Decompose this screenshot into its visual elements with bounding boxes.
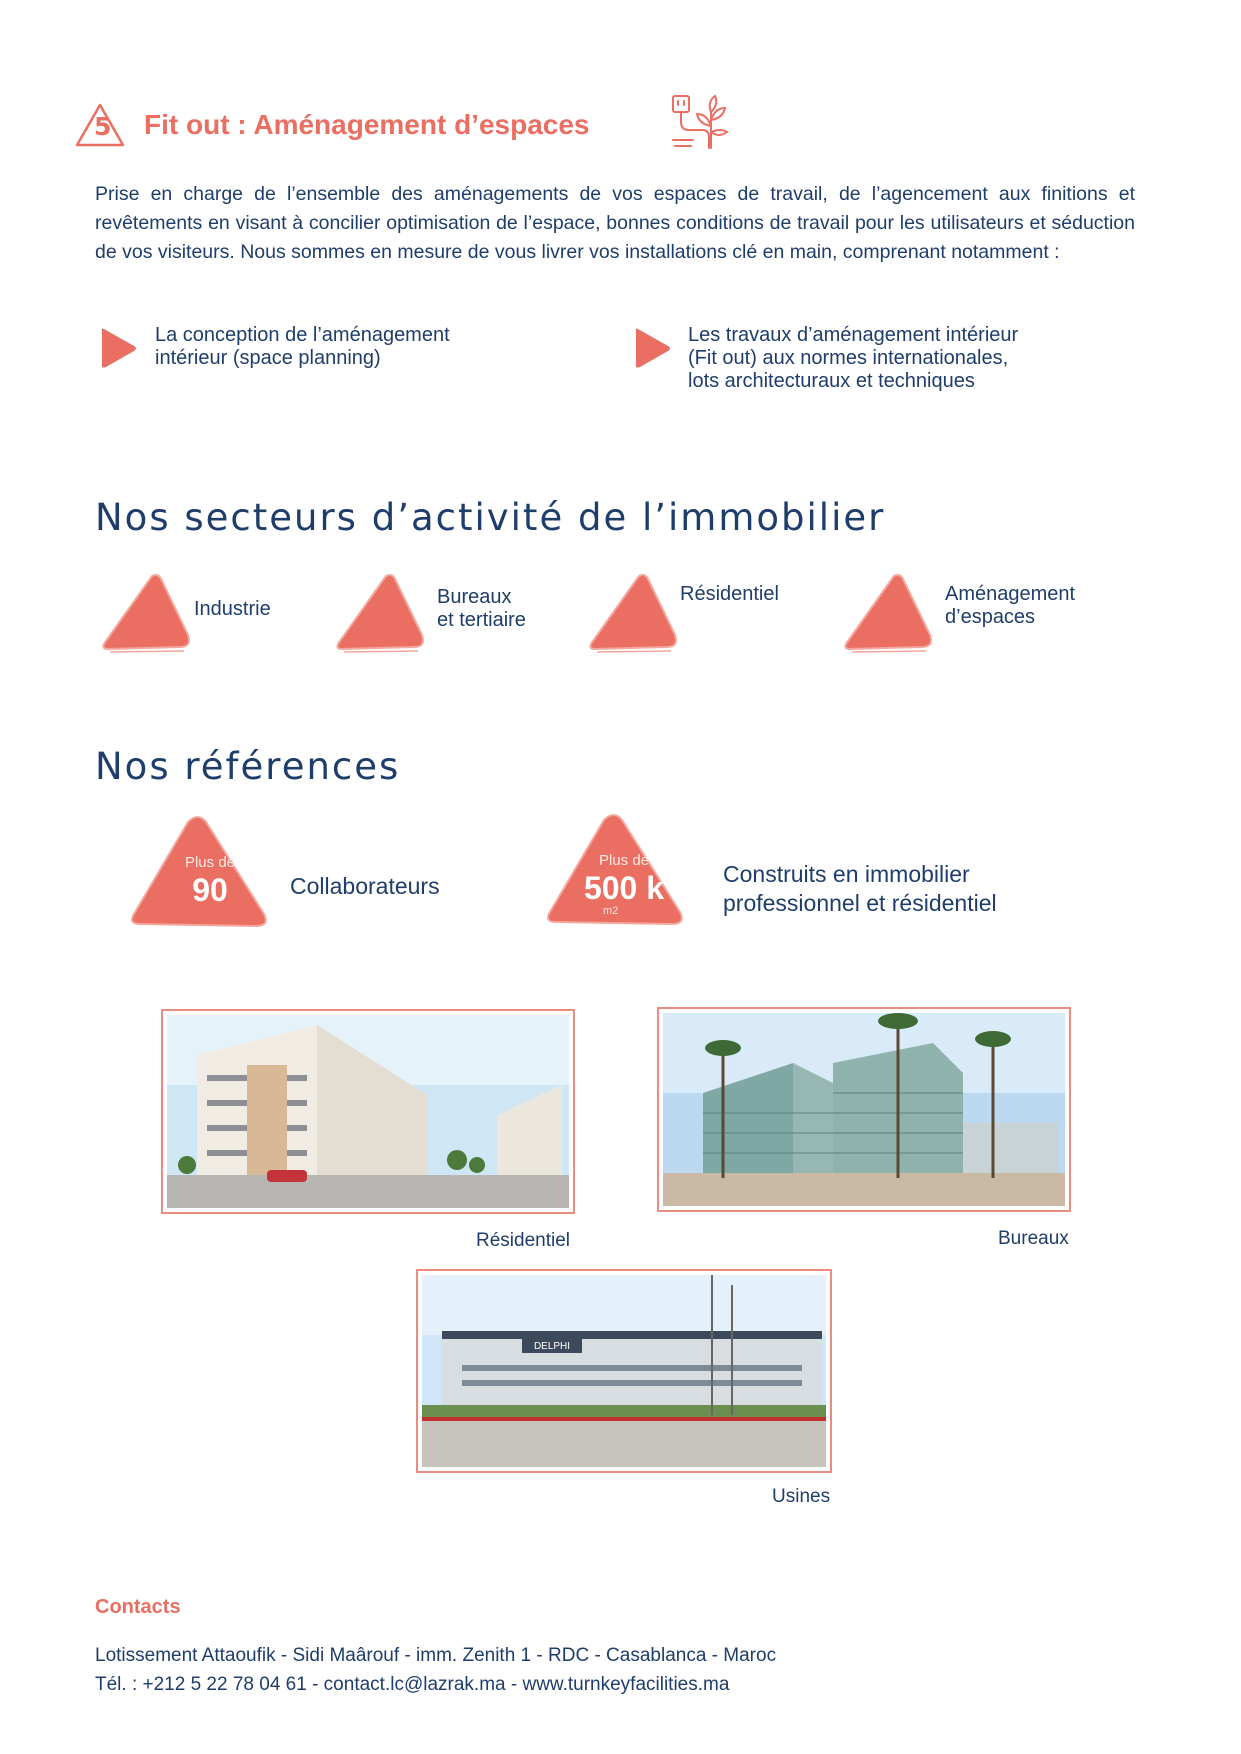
stat-prefix: Plus de	[598, 852, 650, 869]
photo-caption: Usines	[772, 1486, 831, 1507]
sector-triangle-icon	[840, 571, 936, 655]
stat-value: 500 k	[583, 870, 665, 906]
sector-triangle-icon	[98, 571, 194, 655]
sector-label	[945, 583, 1075, 629]
sector-label	[437, 586, 526, 632]
sector-triangle-icon	[585, 571, 681, 655]
contact-address: Lotissement Attaoufik - Sidi Maârouf - imm. Zenith 1 - RDC - Casablanca - Maroc	[95, 1645, 777, 1666]
stat-line: Construits en immobilier	[723, 861, 970, 887]
triangle-bullet-icon	[632, 326, 672, 370]
sector-label	[194, 598, 271, 621]
sector-line: Industrie	[194, 598, 271, 620]
sector-line: Résidentiel	[680, 583, 779, 605]
bullet-line: intérieur (space planning)	[155, 347, 381, 369]
plug-plant-icon	[667, 92, 737, 154]
photo-caption: Résidentiel	[476, 1230, 570, 1251]
stat-unit: m2	[603, 905, 619, 917]
triangle-bullet-icon	[98, 326, 138, 370]
contacts-title: Contacts	[95, 1596, 181, 1618]
sector-triangle-icon	[332, 571, 428, 655]
stat-line: professionnel et résidentiel	[723, 890, 997, 916]
bullet-line: Les travaux d’aménagement intérieur	[688, 324, 1019, 346]
factory-sign: DELPHI	[533, 1341, 571, 1352]
section-number: 5	[94, 112, 112, 141]
photo-residential	[161, 1009, 575, 1214]
bullet-fit-out	[688, 324, 1018, 393]
sector-line: Aménagement	[945, 583, 1076, 605]
intro-paragraph: Prise en charge de l’ensemble des aménagements de vos espaces de travail, de l’agencement aux finitions et revêtements en visant à concilier optimisation de l’espace, bonnes conditions de travail pour les utilisateurs et séduction de vos visiteurs. Nous sommes en mesure de vous livrer vos installations clé en main, comprenant notamment :	[95, 183, 1135, 263]
bullet-line: La conception de l’aménagement	[155, 324, 450, 346]
stat-value: 90	[192, 872, 228, 908]
sector-label	[680, 583, 779, 606]
sector-line: d’espaces	[945, 606, 1036, 628]
photo-factory	[416, 1269, 832, 1473]
sectors-heading: Nos secteurs d’activité de l’immobilier	[95, 496, 886, 539]
references-heading: Nos références	[95, 745, 401, 788]
sector-line: et tertiaire	[437, 609, 526, 631]
photo-caption: Bureaux	[998, 1228, 1069, 1249]
sector-line: Bureaux	[437, 586, 512, 608]
stat-label	[290, 872, 440, 901]
bullet-line: lots architecturaux et techniques	[688, 370, 975, 392]
stat-prefix: Plus de	[184, 854, 236, 871]
bullet-space-planning	[155, 324, 450, 370]
photo-offices	[657, 1007, 1071, 1212]
contact-phone-email-web: Tél. : +212 5 22 78 04 61 - contact.lc@lazrak.ma - www.turnkeyfacilities.ma	[95, 1674, 730, 1695]
stat-line: Collaborateurs	[290, 873, 440, 899]
section-title: Fit out : Aménagement d’espaces	[144, 109, 590, 140]
bullet-line: (Fit out) aux normes internationales,	[688, 347, 1009, 369]
stat-label	[723, 860, 997, 918]
